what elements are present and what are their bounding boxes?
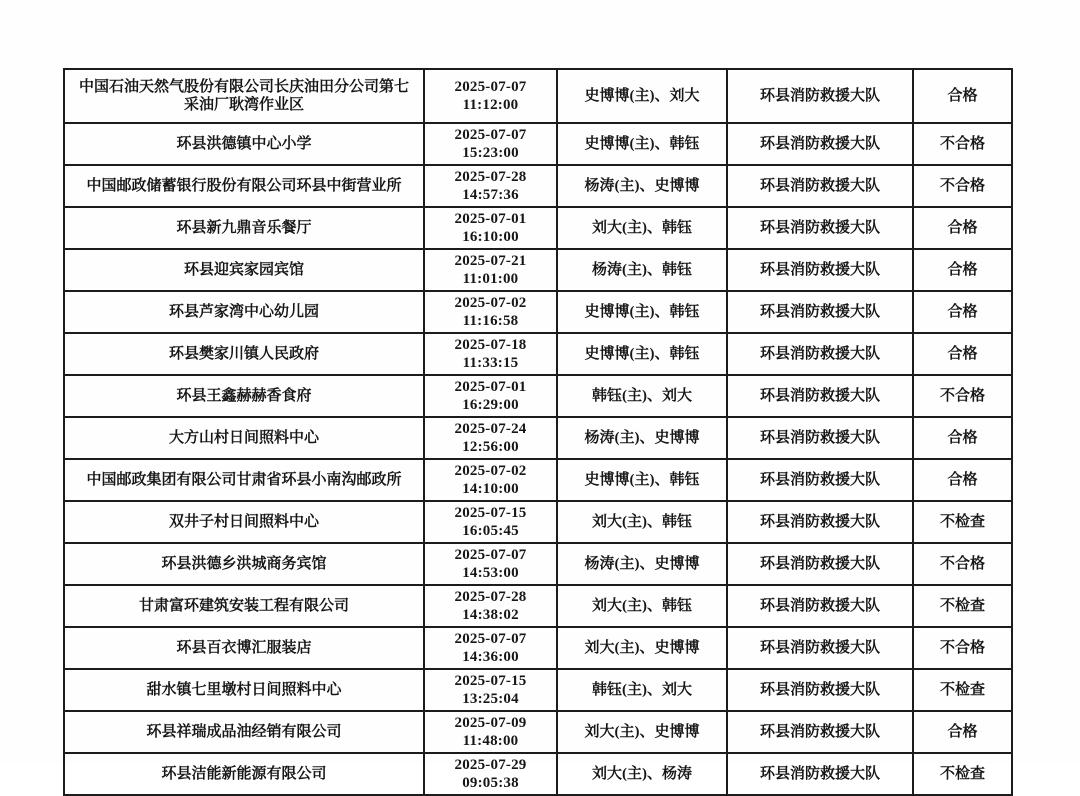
result-cell: 不检查 (913, 585, 1012, 627)
datetime-cell (424, 291, 557, 333)
unit-cell: 环县消防救援大队 (727, 669, 913, 711)
inspectors-cell: 刘大(主)、韩钰 (557, 585, 727, 627)
inspectors-cell: 史博博(主)、韩钰 (557, 459, 727, 501)
org-name-cell: 环县王鑫赫赫香食府 (64, 375, 424, 417)
check-time: 11:01:00 (462, 271, 519, 287)
check-date: 2025-07-28 (454, 589, 527, 605)
check-time: 11:16:58 (462, 313, 519, 329)
table-row (64, 711, 1012, 753)
unit-cell: 环县消防救援大队 (727, 333, 913, 375)
unit-cell: 环县消防救援大队 (727, 627, 913, 669)
org-name-cell: 环县洁能新能源有限公司 (64, 753, 424, 795)
datetime-cell (424, 501, 557, 543)
inspectors-cell: 史博博(主)、韩钰 (557, 123, 727, 165)
check-time: 14:53:00 (462, 565, 519, 581)
datetime-cell (424, 207, 557, 249)
check-date: 2025-07-07 (454, 631, 527, 647)
check-date: 2025-07-07 (454, 547, 527, 563)
org-name-cell: 环县迎宾家园宾馆 (64, 249, 424, 291)
table-row (64, 165, 1012, 207)
result-cell: 合格 (913, 207, 1012, 249)
result-cell: 合格 (913, 711, 1012, 753)
result-cell: 合格 (913, 459, 1012, 501)
org-name-cell: 环县百衣博汇服装店 (64, 627, 424, 669)
inspectors-cell: 刘大(主)、杨涛 (557, 753, 727, 795)
check-date: 2025-07-01 (454, 211, 527, 227)
org-name-cell: 环县洪德乡洪城商务宾馆 (64, 543, 424, 585)
check-time: 14:36:00 (462, 649, 519, 665)
table-row (64, 207, 1012, 249)
check-time: 13:25:04 (462, 691, 519, 707)
table-row (64, 69, 1012, 123)
inspectors-cell: 韩钰(主)、刘大 (557, 375, 727, 417)
check-date: 2025-07-21 (454, 253, 527, 269)
check-date: 2025-07-15 (454, 673, 527, 689)
org-name-cell: 环县祥瑞成品油经销有限公司 (64, 711, 424, 753)
result-cell: 不合格 (913, 543, 1012, 585)
table-row (64, 459, 1012, 501)
datetime-cell (424, 753, 557, 795)
unit-cell: 环县消防救援大队 (727, 165, 913, 207)
org-name-cell: 甜水镇七里墩村日间照料中心 (64, 669, 424, 711)
datetime-cell (424, 627, 557, 669)
result-cell: 合格 (913, 249, 1012, 291)
org-name-cell: 大方山村日间照料中心 (64, 417, 424, 459)
unit-cell: 环县消防救援大队 (727, 123, 913, 165)
inspectors-cell: 史博博(主)、韩钰 (557, 291, 727, 333)
check-time: 11:12:00 (462, 97, 519, 113)
unit-cell: 环县消防救援大队 (727, 753, 913, 795)
inspectors-cell: 刘大(主)、韩钰 (557, 207, 727, 249)
table-row (64, 585, 1012, 627)
unit-cell: 环县消防救援大队 (727, 711, 913, 753)
result-cell: 不检查 (913, 753, 1012, 795)
result-cell: 合格 (913, 291, 1012, 333)
unit-cell: 环县消防救援大队 (727, 501, 913, 543)
inspectors-cell: 杨涛(主)、史博博 (557, 165, 727, 207)
org-name-cell: 环县新九鼎音乐餐厅 (64, 207, 424, 249)
unit-cell: 环县消防救援大队 (727, 69, 913, 123)
org-name-cell: 中国邮政储蓄银行股份有限公司环县中街营业所 (64, 165, 424, 207)
inspectors-cell: 刘大(主)、史博博 (557, 711, 727, 753)
result-cell: 不合格 (913, 165, 1012, 207)
check-time: 11:48:00 (462, 733, 519, 749)
result-cell: 合格 (913, 69, 1012, 123)
inspectors-cell: 史博博(主)、刘大 (557, 69, 727, 123)
inspectors-cell: 杨涛(主)、韩钰 (557, 249, 727, 291)
datetime-cell (424, 249, 557, 291)
datetime-cell (424, 585, 557, 627)
table-row (64, 291, 1012, 333)
unit-cell: 环县消防救援大队 (727, 543, 913, 585)
inspection-table (63, 68, 1013, 796)
datetime-cell (424, 711, 557, 753)
org-name-cell: 甘肃富环建筑安装工程有限公司 (64, 585, 424, 627)
unit-cell: 环县消防救援大队 (727, 249, 913, 291)
result-cell: 不合格 (913, 123, 1012, 165)
datetime-cell (424, 123, 557, 165)
inspectors-cell: 韩钰(主)、刘大 (557, 669, 727, 711)
table-row (64, 627, 1012, 669)
check-time: 14:57:36 (462, 187, 519, 203)
table-row (64, 669, 1012, 711)
inspectors-cell: 刘大(主)、史博博 (557, 627, 727, 669)
inspectors-cell: 史博博(主)、韩钰 (557, 333, 727, 375)
inspectors-cell: 刘大(主)、韩钰 (557, 501, 727, 543)
table-row (64, 123, 1012, 165)
result-cell: 合格 (913, 333, 1012, 375)
check-time: 12:56:00 (462, 439, 519, 455)
check-date: 2025-07-09 (454, 715, 527, 731)
datetime-cell (424, 459, 557, 501)
check-date: 2025-07-01 (454, 379, 527, 395)
unit-cell: 环县消防救援大队 (727, 291, 913, 333)
unit-cell: 环县消防救援大队 (727, 585, 913, 627)
org-name-cell: 双井子村日间照料中心 (64, 501, 424, 543)
datetime-cell (424, 375, 557, 417)
check-time: 15:23:00 (462, 145, 519, 161)
org-name-cell: 中国石油天然气股份有限公司长庆油田分公司第七采油厂耿湾作业区 (64, 69, 424, 123)
inspection-table-container (63, 68, 1011, 796)
unit-cell: 环县消防救援大队 (727, 375, 913, 417)
table-row (64, 375, 1012, 417)
result-cell: 不合格 (913, 375, 1012, 417)
table-row (64, 501, 1012, 543)
result-cell: 不合格 (913, 627, 1012, 669)
check-time: 11:33:15 (462, 355, 519, 371)
inspectors-cell: 杨涛(主)、史博博 (557, 543, 727, 585)
unit-cell: 环县消防救援大队 (727, 417, 913, 459)
check-date: 2025-07-07 (454, 79, 527, 95)
result-cell: 不检查 (913, 501, 1012, 543)
check-time: 09:05:38 (462, 775, 519, 791)
table-row (64, 249, 1012, 291)
datetime-cell (424, 333, 557, 375)
datetime-cell (424, 543, 557, 585)
table-body (64, 69, 1012, 795)
check-date: 2025-07-29 (454, 757, 527, 773)
table-row (64, 753, 1012, 795)
check-time: 16:10:00 (462, 229, 519, 245)
result-cell: 不检查 (913, 669, 1012, 711)
org-name-cell: 环县洪德镇中心小学 (64, 123, 424, 165)
org-name-cell: 环县樊家川镇人民政府 (64, 333, 424, 375)
datetime-cell (424, 165, 557, 207)
check-date: 2025-07-02 (454, 295, 527, 311)
check-date: 2025-07-15 (454, 505, 527, 521)
datetime-cell (424, 417, 557, 459)
check-date: 2025-07-07 (454, 127, 527, 143)
check-date: 2025-07-28 (454, 169, 527, 185)
check-time: 16:05:45 (462, 523, 519, 539)
check-time: 14:10:00 (462, 481, 519, 497)
check-date: 2025-07-18 (454, 337, 527, 353)
check-date: 2025-07-02 (454, 463, 527, 479)
org-name-cell: 环县芦家湾中心幼儿园 (64, 291, 424, 333)
result-cell: 合格 (913, 417, 1012, 459)
table-row (64, 543, 1012, 585)
datetime-cell (424, 69, 557, 123)
check-date: 2025-07-24 (454, 421, 527, 437)
table-row (64, 333, 1012, 375)
table-row (64, 417, 1012, 459)
org-name-cell: 中国邮政集团有限公司甘肃省环县小南沟邮政所 (64, 459, 424, 501)
inspectors-cell: 杨涛(主)、史博博 (557, 417, 727, 459)
unit-cell: 环县消防救援大队 (727, 207, 913, 249)
unit-cell: 环县消防救援大队 (727, 459, 913, 501)
check-time: 14:38:02 (462, 607, 519, 623)
datetime-cell (424, 669, 557, 711)
check-time: 16:29:00 (462, 397, 519, 413)
